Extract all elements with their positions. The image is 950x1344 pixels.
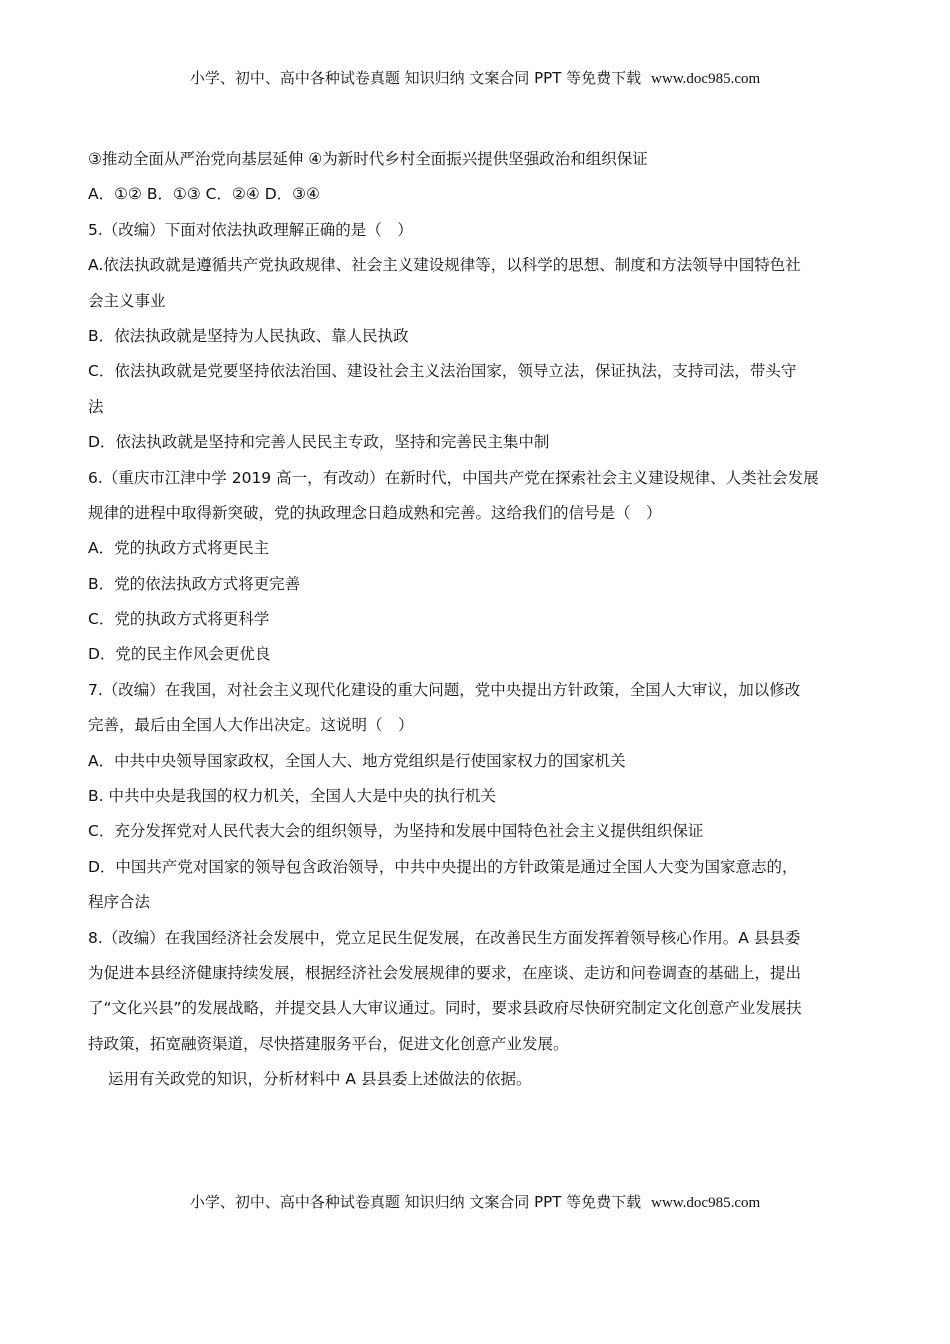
header-text: 小学、初中、高中各种试卷真题 知识归纳 文案合同 PPT 等免费下载 [189, 69, 642, 87]
footer-text: 小学、初中、高中各种试卷真题 知识归纳 文案合同 PPT 等免费下载 [189, 1193, 642, 1211]
header-url: www.doc985.com [651, 71, 761, 87]
text-line: 程序合法 [88, 893, 151, 912]
option-6d: D．党的民主作风会更优良 [88, 645, 271, 664]
text-line: 规律的进程中取得新突破，党的执政理念日趋成熟和完善。这给我们的信号是（ ） [88, 503, 662, 522]
option-5d: D．依法执政就是坚持和完善人民民主专政，坚持和完善民主集中制 [88, 433, 550, 452]
page-footer [0, 1191, 950, 1212]
answer-options: A．①② B．①③ C．②④ D．③④ [88, 185, 320, 204]
text-line: 完善，最后由全国人大作出决定。这说明（ ） [88, 716, 414, 735]
text-line: 会主义事业 [88, 291, 166, 310]
question-7: 7.（改编）在我国，对社会主义现代化建设的重大问题，党中央提出方针政策，全国人大审议，加以修改 [88, 680, 801, 699]
footer-url: www.doc985.com [651, 1195, 761, 1211]
option-6b: B．党的依法执政方式将更完善 [88, 574, 301, 593]
option-5c: C．依法执政就是党要坚持依法治国、建设社会主义法治国家，领导立法，保证执法，支持司法，带头守 [88, 362, 797, 381]
text-line: 了“文化兴县”的发展战略，并提交县人大审议通过。同时，要求县政府尽快研究制定文化创意产业发展扶 [88, 999, 802, 1018]
option-7c: C．充分发挥党对人民代表大会的组织领导，为坚持和发展中国特色社会主义提供组织保证 [88, 822, 704, 841]
option-6a: A．党的执政方式将更民主 [88, 539, 270, 558]
text-line: ③推动全面从严治党向基层延伸 ④为新时代乡村全面振兴提供坚强政治和组织保证 [88, 150, 648, 168]
text-line: 法 [88, 397, 104, 416]
text-line: 持政策，拓宽融资渠道，尽快搭建服务平台，促进文化创意产业发展。 [88, 1034, 569, 1053]
option-5b: B．依法执政就是坚持为人民执政、靠人民执政 [88, 326, 409, 345]
question-8-prompt: 运用有关政党的知识，分析材料中 A 县县委上述做法的依据。 [108, 1070, 532, 1089]
option-6c: C．党的执政方式将更科学 [88, 610, 270, 629]
option-7a: A．中共中央领导国家政权，全国人大、地方党组织是行使国家权力的国家机关 [88, 751, 626, 770]
question-6: 6.（重庆市江津中学 2019 高一，有改动）在新时代，中国共产党在探索社会主义建设规律、人类社会发展 [88, 468, 819, 487]
option-7d: D．中国共产党对国家的领导包含政治领导，中共中央提出的方针政策是通过全国人大变为国家意志的， [88, 857, 798, 876]
document-body [88, 142, 866, 1098]
text-line: 为促进本县经济健康持续发展，根据经济社会发展规律的要求，在座谈、走访和问卷调查的基础上，提出 [88, 963, 802, 982]
question-8: 8.（改编）在我国经济社会发展中，党立足民生促发展，在改善民生方面发挥着领导核心作用。A 县县委 [88, 928, 801, 947]
question-5: 5.（改编）下面对依法执政理解正确的是（ ） [88, 220, 413, 239]
option-7b: B. 中共中央是我国的权力机关，全国人大是中央的执行机关 [88, 787, 496, 806]
option-5a: A.依法执政就是遵循共产党执政规律、社会主义建设规律等，以科学的思想、制度和方法领导中国特色社 [88, 256, 801, 275]
page-header [0, 67, 950, 88]
